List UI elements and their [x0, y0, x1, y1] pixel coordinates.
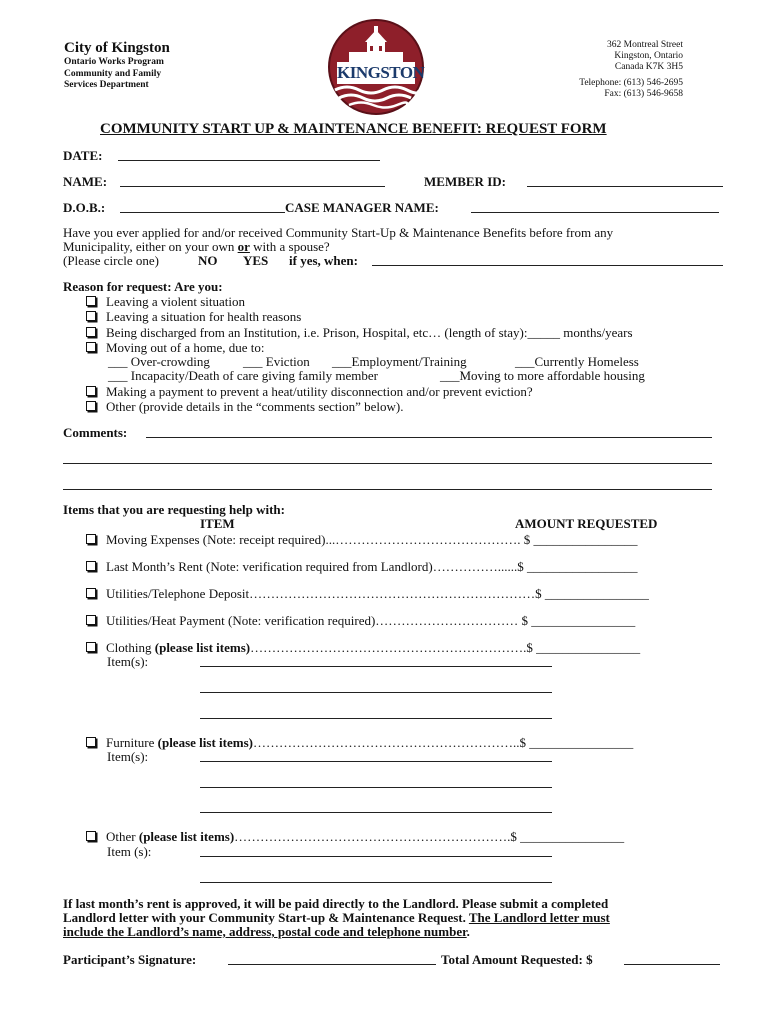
date-label: DATE: — [63, 148, 103, 163]
clothing-items-label: Item(s): — [107, 654, 149, 669]
kingston-logo — [327, 18, 425, 116]
notice-line-1: If last month’s rent is approved, it will be paid directly to the Landlord. Please submit a completed — [63, 896, 609, 911]
address-line-2: Kingston, Ontario — [614, 51, 683, 61]
name-field[interactable] — [120, 186, 385, 187]
case-manager-label: CASE MANAGER NAME: — [285, 200, 439, 215]
furniture-item-line-2[interactable] — [200, 787, 552, 788]
reason-violent[interactable]: Leaving a violent situation — [86, 294, 245, 310]
yes-option[interactable]: YES — [243, 253, 269, 268]
case-manager-field[interactable] — [471, 212, 719, 213]
total-amount-label: Total Amount Requested: $ — [441, 952, 593, 967]
moving-incapacity[interactable]: ___ Incapacity/Death of care giving family member — [108, 368, 379, 383]
furniture-items-label: Item(s): — [107, 749, 149, 764]
item-furniture[interactable]: Furniture (please list items)……………………………………………………..$ ________________ — [86, 735, 633, 751]
fax: Fax: (613) 546-9658 — [604, 89, 683, 99]
dept-line-1: Community and Family — [64, 69, 162, 79]
checkbox-icon[interactable] — [86, 342, 96, 352]
moving-homeless[interactable]: ___Currently Homeless — [515, 354, 639, 369]
date-field[interactable] — [118, 160, 380, 161]
clothing-item-line-2[interactable] — [200, 692, 552, 693]
reason-discharged[interactable]: Being discharged from an Institution, i.e. Prison, Hospital, etc… (length of stay):_____ months/years — [86, 325, 633, 341]
member-id-field[interactable] — [527, 186, 723, 187]
notice-line-3: include the Landlord’s name, address, postal code and telephone number. — [63, 924, 470, 939]
reason-heat-utility[interactable]: Making a payment to prevent a heat/utility disconnection and/or prevent eviction? — [86, 384, 533, 400]
dept-line-2: Services Department — [64, 80, 149, 90]
question-line-2: Municipality, either on your own or with a spouse? — [63, 239, 330, 254]
item-moving-expenses[interactable]: Moving Expenses (Note: receipt required)...……………………………………. $ ________________ — [86, 532, 637, 548]
program-name: Ontario Works Program — [64, 57, 164, 67]
furniture-item-line-3[interactable] — [200, 812, 552, 813]
comments-field-2[interactable] — [63, 463, 712, 464]
checkbox-icon[interactable] — [86, 615, 96, 625]
checkbox-icon[interactable] — [86, 386, 96, 396]
circle-instruction: (Please circle one) — [63, 253, 160, 268]
question-line-1: Have you ever applied for and/or received Community Start-Up & Maintenance Benefits before from any — [63, 225, 614, 240]
name-label: NAME: — [63, 174, 108, 189]
checkbox-icon[interactable] — [86, 561, 96, 571]
address-line-1: 362 Montreal Street — [607, 40, 683, 50]
checkbox-icon[interactable] — [86, 588, 96, 598]
member-id-label: MEMBER ID: — [424, 174, 506, 189]
dob-label: D.O.B.: — [63, 200, 106, 215]
item-clothing[interactable]: Clothing (please list items)……………………………………………………….$ ________________ — [86, 640, 640, 656]
item-other[interactable]: Other (please list items)……………………………………………………….$ ________________ — [86, 829, 624, 845]
item-column-header: ITEM — [200, 516, 235, 531]
dob-field[interactable] — [120, 212, 285, 213]
checkbox-icon[interactable] — [86, 296, 96, 306]
furniture-item-line-1[interactable] — [200, 761, 552, 762]
amount-column-header: AMOUNT REQUESTED — [515, 516, 658, 531]
reason-health[interactable]: Leaving a situation for health reasons — [86, 309, 301, 325]
checkbox-icon[interactable] — [86, 737, 96, 747]
signature-field[interactable] — [228, 964, 436, 965]
telephone: Telephone: (613) 546-2695 — [579, 78, 683, 88]
address-line-3: Canada K7K 3H5 — [614, 62, 683, 72]
reason-label: Reason for request: Are you: — [63, 279, 223, 294]
clothing-item-line-3[interactable] — [200, 718, 552, 719]
checkbox-icon[interactable] — [86, 642, 96, 652]
moving-employment[interactable]: ___Employment/Training — [332, 354, 467, 369]
comments-field-3[interactable] — [63, 489, 712, 490]
checkbox-icon[interactable] — [86, 534, 96, 544]
logo-text: KINGSTON — [337, 63, 425, 82]
if-yes-label: if yes, when: — [289, 253, 358, 268]
reason-moving[interactable]: Moving out of a home, due to: — [86, 340, 265, 356]
signature-label: Participant’s Signature: — [63, 952, 197, 967]
items-label: Items that you are requesting help with: — [63, 502, 285, 517]
item-last-month-rent[interactable]: Last Month’s Rent (Note: verification required from Landlord)……………......$ _________________ — [86, 559, 637, 575]
comments-field-1[interactable] — [146, 437, 712, 438]
reason-other[interactable]: Other (provide details in the “comments section” below). — [86, 399, 403, 415]
comments-label: Comments: — [63, 425, 128, 440]
form-title: COMMUNITY START UP & MAINTENANCE BENEFIT: REQUEST FORM — [100, 121, 607, 137]
other-item-line-2[interactable] — [200, 882, 552, 883]
checkbox-icon[interactable] — [86, 327, 96, 337]
checkbox-icon[interactable] — [86, 831, 96, 841]
clothing-item-line-1[interactable] — [200, 666, 552, 667]
other-items-label: Item (s): — [107, 844, 152, 859]
total-amount-field[interactable] — [624, 964, 720, 965]
notice-line-2: Landlord letter with your Community Start-up & Maintenance Request. The Landlord letter must — [63, 910, 610, 925]
other-item-line-1[interactable] — [200, 856, 552, 857]
item-heat-payment[interactable]: Utilities/Heat Payment (Note: verification required)…………………………… $ ________________ — [86, 613, 635, 629]
city-name: City of Kingston — [64, 40, 170, 56]
no-option[interactable]: NO — [198, 253, 218, 268]
moving-overcrowding[interactable]: ___ Over-crowding — [108, 354, 210, 369]
moving-eviction[interactable]: ___ Eviction — [243, 354, 310, 369]
checkbox-icon[interactable] — [86, 311, 96, 321]
if-yes-when-field[interactable] — [372, 265, 723, 266]
moving-affordable[interactable]: ___Moving to more affordable housing — [440, 368, 645, 383]
item-utilities-deposit[interactable]: Utilities/Telephone Deposit…………………………………………………………$ ________________ — [86, 586, 649, 602]
checkbox-icon[interactable] — [86, 401, 96, 411]
